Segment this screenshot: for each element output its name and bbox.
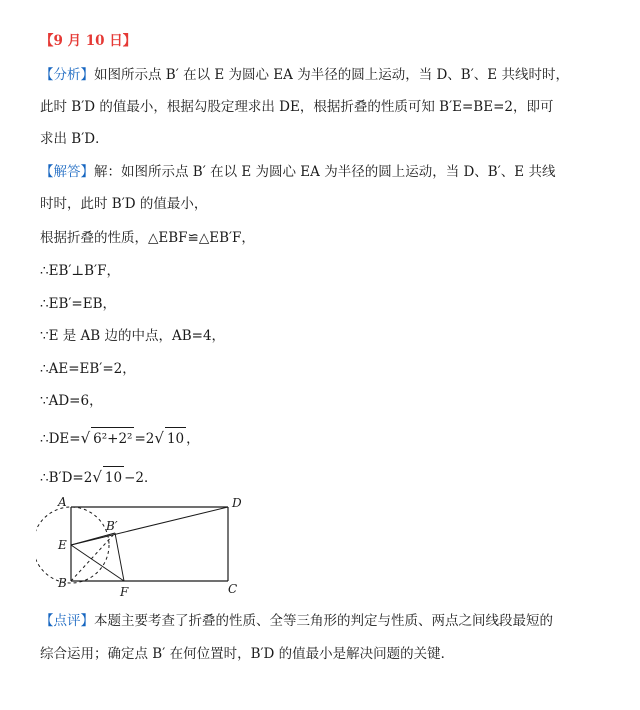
step8-pre: ∴B′D=2 [40,470,93,486]
segment-EF [71,545,124,581]
comment-text-1: 本题主要考查了折叠的性质、全等三角形的判定与性质、两点之间线段最短的 [94,613,553,629]
date-heading: 【9 月 10 日】 [40,33,137,49]
label-F: F [120,585,129,599]
label-D: D [232,496,242,510]
segment-ED [71,507,228,545]
step7-radicand: 6²+2² [91,427,134,450]
answer-step-7 [40,427,200,450]
step8-post: −2． [124,470,158,486]
comment-line-2: 综合运用；确定点 B′ 在何位置时，B′D 的值最小是解决问题的关键． [40,646,455,662]
answer-step-2: ∴EB′⊥B′F， [40,263,120,279]
label-Bp: B′ [106,519,118,533]
step8-radicand: 10 [103,466,124,489]
answer-step-6: ∵AD=6， [40,393,103,409]
answer-step-8 [40,466,157,489]
radical-sign: √ [80,429,91,447]
comment-line-1 [40,610,553,632]
comment-tag: 【点评】 [40,613,94,629]
segment-BBp [71,533,115,581]
answer-step-5: ∴AE=EB′=2， [40,361,136,377]
label-E: E [58,538,67,552]
step7-post: ， [186,431,200,447]
step7-mid: =2 [134,431,155,447]
label-A: A [58,495,67,509]
label-B: B [58,576,67,590]
answer-step-3: ∴EB′=EB， [40,296,117,312]
radical-sign-2: √ [154,429,164,447]
analysis-tag: 【分析】 [40,67,94,83]
analysis-line-3: 求出 B′D． [40,131,109,147]
radical-sign-3: √ [92,468,102,486]
geometry-diagram [36,494,256,602]
answer-line-2: 时时，此时 B′D 的值最小， [40,196,208,212]
segment-EBp [71,533,115,545]
answer-step-4: ∵E 是 AB 边的中点，AB=4， [40,328,226,344]
analysis-line-1 [40,64,569,86]
answer-step-1: 根据折叠的性质，△EBF≌△EB′F， [40,230,255,246]
step7-radicand-2: 10 [165,427,186,450]
analysis-text-1: 如图所示点 B′ 在以 E 为圆心 EA 为半径的圆上运动，当 D、B′、E 共线时时， [94,67,569,83]
answer-line-1 [40,161,555,183]
answer-tag: 【解答】 [40,164,94,180]
step7-pre: ∴DE= [40,431,81,447]
answer-text-1: 解：如图所示点 B′ 在以 E 为圆心 EA 为半径的圆上运动，当 D、B′、E 共线 [94,164,556,180]
analysis-line-2: 此时 B′D 的值最小，根据勾股定理求出 DE，根据折叠的性质可知 B′E=BE=2，即可 [40,99,554,115]
segment-BpF [115,533,124,581]
label-C: C [228,582,238,596]
